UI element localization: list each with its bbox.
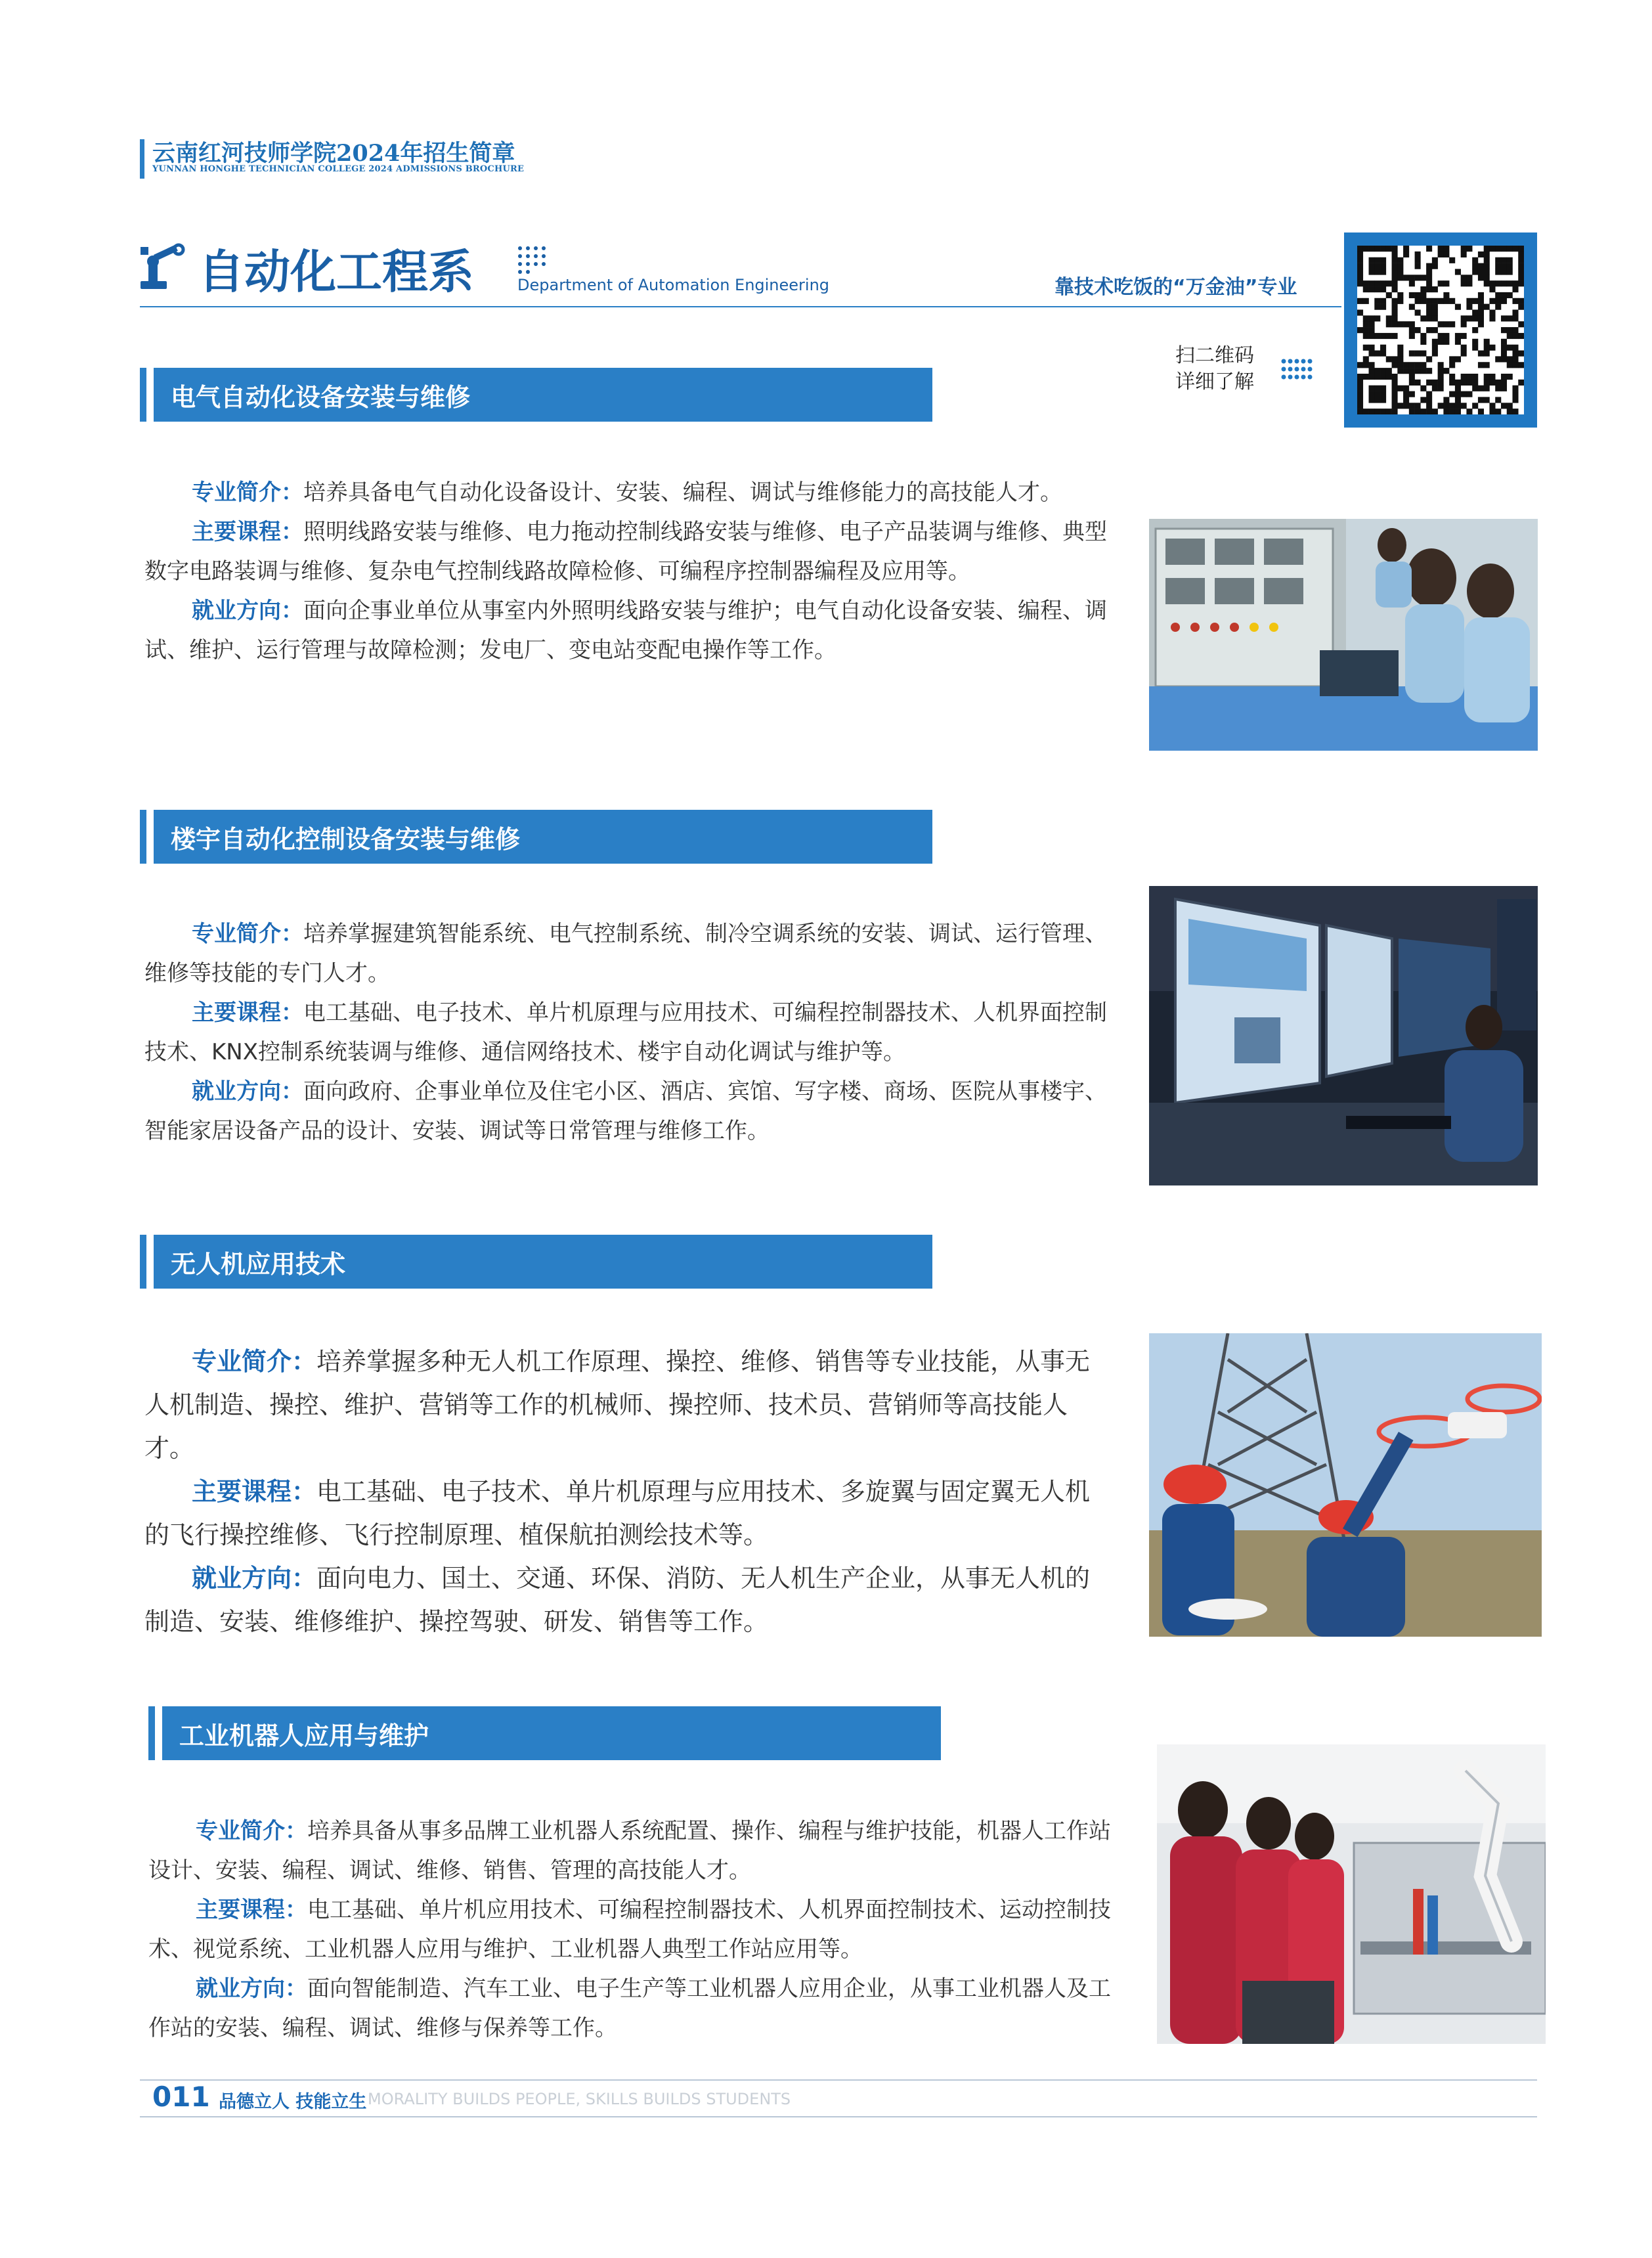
intro-label: 专业简介：: [192, 1347, 317, 1376]
section-accent-bar: [140, 810, 146, 864]
courses-paragraph: [144, 512, 1110, 591]
section-accent-bar: [140, 368, 146, 422]
courses-text: 电工基础、电子技术、单片机原理与应用技术、多旋翼与固定翼无人机的飞行操控维修、飞行控制原理、植保航拍测绘技术等。: [144, 1477, 1091, 1549]
courses-text: 照明线路安装与维修、电力拖动控制线路安装与维修、电子产品装调与维修、典型数字电路装调与维修、复杂电气控制线路故障检修、可编程序控制器编程及应用等。: [144, 519, 1107, 585]
intro-paragraph: [144, 914, 1110, 993]
career-label: 就业方向：: [192, 598, 303, 624]
intro-paragraph: [144, 473, 1110, 512]
intro-text: 培养具备电气自动化设备设计、安装、编程、调试与维修能力的高技能人才。: [303, 479, 1062, 506]
qr-code[interactable]: [1357, 246, 1524, 414]
intro-text: 培养掌握建筑智能系统、电气控制系统、制冷空调系统的安装、调试、运行管理、维修等技能的专门人才。: [144, 921, 1107, 986]
career-label: 就业方向：: [192, 1078, 303, 1105]
section-body-3: [144, 1340, 1110, 1643]
courses-label: 主要课程：: [192, 1000, 303, 1026]
career-paragraph: [148, 1969, 1118, 2048]
career-paragraph: [144, 1557, 1110, 1643]
footer-motto: 品德立人 技能立生: [219, 2092, 367, 2112]
section-title-3: 无人机应用技术: [154, 1235, 932, 1289]
scan-prompt: [1175, 343, 1254, 395]
title-divider: [140, 306, 1341, 307]
photo-drone-training: [1149, 1333, 1542, 1637]
section-body-1: [144, 473, 1110, 670]
photo-robot-workstation: [1157, 1744, 1546, 2044]
section-title-4: 工业机器人应用与维护: [162, 1706, 941, 1760]
intro-label: 专业简介：: [192, 479, 303, 506]
section-accent-bar: [148, 1706, 155, 1760]
courses-text: 电工基础、单片机应用技术、可编程控制器技术、人机界面控制技术、运动控制技术、视觉系统、工业机器人应用与维护、工业机器人典型工作站应用等。: [148, 1897, 1111, 1962]
arrow-dots-icon: [1280, 355, 1317, 384]
courses-paragraph: [144, 1470, 1110, 1557]
department-slogan: 靠技术吃饭的“万金油”专业: [1054, 276, 1297, 299]
footer-divider-top: [140, 2079, 1537, 2081]
intro-label: 专业简介：: [192, 921, 303, 947]
intro-paragraph: [144, 1340, 1110, 1470]
scan-prompt-line2: 详细了解: [1175, 370, 1254, 393]
footer-motto-en: MORALITY BUILDS PEOPLE, SKILLS BUILDS STUDENTS: [368, 2090, 791, 2108]
courses-label: 主要课程：: [192, 1477, 317, 1506]
section-title-1: 电气自动化设备安装与维修: [154, 368, 932, 422]
section-body-2: [144, 914, 1110, 1151]
career-paragraph: [144, 591, 1110, 670]
scan-prompt-line1: 扫二维码: [1175, 344, 1254, 367]
section-accent-bar: [140, 1235, 146, 1289]
career-text: 面向智能制造、汽车工业、电子生产等工业机器人应用企业，从事工业机器人及工作站的安装、编程、调试、维修与保养等工作。: [148, 1976, 1111, 2041]
section-title-2: 楼宇自动化控制设备安装与维修: [154, 810, 932, 864]
career-text: 面向政府、企事业单位及住宅小区、酒店、宾馆、写字楼、商场、医院从事楼宇、智能家居设备产品的设计、安装、调试等日常管理与维修工作。: [144, 1078, 1107, 1144]
dot-grid-decoration: [516, 244, 548, 276]
career-text: 面向电力、国土、交通、环保、消防、无人机生产企业，从事无人机的制造、安装、维修维护、操控驾驶、研发、销售等工作。: [144, 1564, 1091, 1636]
department-title: 自动化工程系: [198, 244, 474, 299]
intro-text: 培养掌握多种无人机工作原理、操控、维修、销售等专业技能，从事无人机制造、操控、维护、营销等工作的机械师、操控师、技术员、营销师等高技能人才。: [144, 1347, 1091, 1463]
department-title-en: Department of Automation Engineering: [517, 276, 830, 294]
photo-electrical-lab: [1149, 519, 1538, 751]
career-paragraph: [144, 1072, 1110, 1151]
courses-label: 主要课程：: [196, 1897, 307, 1923]
brochure-title: 云南红河技师学院2024年招生简章: [152, 140, 515, 167]
section-body-4: [148, 1811, 1118, 2048]
career-label: 就业方向：: [192, 1564, 317, 1593]
robot-arm-icon: [138, 243, 190, 293]
career-text: 面向企事业单位从事室内外照明线路安装与维护；电气自动化设备安装、编程、调试、维护、运行管理与故障检测；发电厂、变电站变配电操作等工作。: [144, 598, 1107, 663]
courses-label: 主要课程：: [192, 519, 303, 545]
intro-paragraph: [148, 1811, 1118, 1890]
courses-paragraph: [148, 1890, 1118, 1969]
footer-divider-bottom: [140, 2116, 1537, 2117]
header-accent-bar: [140, 139, 144, 179]
intro-label: 专业简介：: [196, 1818, 307, 1844]
courses-paragraph: [144, 993, 1110, 1072]
page-number: 011: [152, 2081, 210, 2113]
brochure-title-en: YUNNAN HONGHE TECHNICIAN COLLEGE 2024 ADMISSIONS BROCHURE: [152, 164, 525, 174]
courses-text: 电工基础、电子技术、单片机原理与应用技术、可编程控制器技术、人机界面控制技术、KNX控制系统装调与维修、通信网络技术、楼宇自动化调试与维护等。: [144, 1000, 1107, 1065]
photo-building-control-room: [1149, 886, 1538, 1185]
career-label: 就业方向：: [196, 1976, 307, 2002]
intro-text: 培养具备从事多品牌工业机器人系统配置、操作、编程与维护技能，机器人工作站设计、安装、编程、调试、维修、销售、管理的高技能人才。: [148, 1818, 1111, 1884]
